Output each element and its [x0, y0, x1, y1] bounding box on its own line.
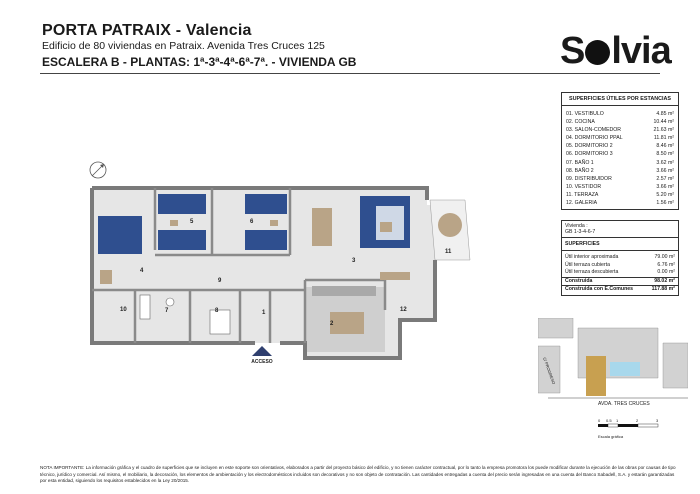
surface-room-name: 04. DORMITORIO PPAL — [566, 135, 623, 142]
vivienda-row-value: 0.00 m² — [657, 269, 675, 275]
vivienda-row-name: Construida con E.Comunes — [565, 286, 634, 292]
page-subtitle: Edificio de 80 viviendas en Patraix. Avenida Tres Cruces 125 — [42, 40, 325, 52]
vivienda-row-name: Construida — [565, 277, 593, 284]
header-divider — [40, 73, 660, 74]
vivienda-row-value: 6.76 m² — [657, 261, 675, 268]
surface-room-value: 8.50 m² — [656, 151, 674, 158]
solvia-logo — [560, 30, 671, 73]
surface-room-value: 4.85 m² — [656, 111, 674, 117]
scale-tick-label: 0 — [598, 418, 601, 423]
surface-room-name: 05. DORMITORIO 2 — [566, 143, 613, 150]
kitchen-table — [330, 312, 364, 334]
floor-plan — [40, 150, 480, 380]
vivienda-label: Vivienda : — [565, 222, 588, 229]
surface-room-name: 08. BAÑO 2 — [566, 167, 594, 174]
room-number-label: 5 — [190, 219, 194, 225]
room-number-label: 11 — [445, 249, 452, 255]
surface-room-name: 06. DORMITORIO 3 — [566, 151, 613, 158]
street-label: AVDA. TRES CRUCES — [598, 401, 650, 407]
vivienda-row — [562, 277, 678, 286]
surface-room-value: 11.81 m² — [653, 135, 674, 142]
vivienda-code: GB 1-3-4-6-7 — [565, 229, 596, 235]
vivienda-rows — [562, 251, 678, 295]
bathtub-icon — [140, 295, 150, 319]
surface-room-name: 02. COCINA — [566, 119, 595, 126]
surfaces-rows — [562, 106, 678, 209]
room-number-label: 1 — [262, 310, 266, 316]
surface-row — [566, 134, 674, 142]
logo-text-start: S — [560, 30, 585, 72]
surface-room-name: 12. GALERIA — [566, 200, 598, 207]
scale-tick-label: 0.5 — [606, 418, 612, 423]
vivienda-row-value: 117.88 m² — [651, 286, 675, 292]
vivienda-row-name: Útil interior aproximada — [565, 254, 619, 260]
surface-room-name: 10. VESTIDOR — [566, 183, 602, 190]
toilet-icon — [166, 298, 174, 306]
room-number-label: 6 — [250, 219, 254, 225]
vivienda-id — [562, 221, 678, 238]
location-map — [538, 318, 688, 443]
surface-room-value: 21.63 m² — [653, 127, 674, 134]
level-heading: ESCALERA B - PLANTAS: 1ª-3ª-4ª-6ª-7ª. - VIVIENDA GB — [42, 55, 357, 69]
surface-room-name: 09. DISTRIBUIDOR — [566, 175, 612, 182]
surface-room-value: 3.66 m² — [656, 183, 674, 190]
vivienda-row — [562, 285, 678, 294]
surface-row — [566, 159, 674, 167]
room-number-label: 2 — [330, 321, 334, 327]
surface-room-value: 2.57 m² — [656, 175, 674, 182]
surface-room-value: 3.66 m² — [656, 167, 674, 174]
surface-row — [566, 183, 674, 191]
scale-label: Escala gráfica — [598, 434, 624, 439]
vivienda-heading: SUPERFICIES — [562, 238, 678, 251]
surface-row — [566, 126, 674, 134]
kitchen-counter — [312, 286, 376, 296]
surface-room-name: 01. VESTIBULO — [566, 111, 604, 117]
logo-text-end: lvia — [611, 30, 671, 72]
terrace-table-icon — [438, 213, 462, 237]
surface-row — [566, 118, 674, 126]
surfaces-table-title: SUPERFICIES ÚTILES POR ESTANCIAS — [562, 93, 678, 106]
surface-room-value: 10.44 m² — [653, 119, 674, 126]
vivienda-row — [562, 254, 678, 262]
surface-room-name: 07. BAÑO 1 — [566, 159, 594, 166]
surface-room-value: 5.20 m² — [656, 191, 674, 198]
side-street-label: C/ PROGRESO — [542, 356, 557, 385]
vivienda-row-name: Útil terraza cubierta — [565, 261, 610, 268]
surface-row — [566, 175, 674, 183]
room-number-label: 12 — [400, 307, 407, 313]
surface-row — [566, 191, 674, 199]
room-number-label: 7 — [165, 308, 169, 314]
building-location — [586, 356, 606, 396]
surface-room-value: 8.46 m² — [656, 143, 674, 150]
room-number-label: 10 — [120, 307, 127, 313]
surface-room-value: 3.62 m² — [656, 159, 674, 166]
surface-room-name: 03. SALON-COMEDOR — [566, 127, 622, 134]
surface-room-value: 1.56 m² — [656, 200, 674, 207]
surface-row — [566, 142, 674, 150]
surface-room-name: 11. TERRAZA — [566, 191, 599, 198]
scale-tick-label: 1 — [616, 418, 619, 423]
vivienda-summary — [561, 220, 679, 296]
vivienda-row-value: 98.02 m² — [654, 277, 675, 284]
north-arrow-icon — [90, 162, 106, 178]
room-number-label: 4 — [140, 268, 144, 274]
pool-area — [610, 362, 640, 376]
vivienda-row — [562, 262, 678, 270]
room-number-label: 8 — [215, 308, 219, 314]
entrance-label: ACCESO — [251, 359, 273, 365]
scale-tick-label: 2 — [636, 418, 639, 423]
logo-dot-icon — [585, 40, 610, 65]
vivienda-row — [562, 269, 678, 277]
shower-icon — [210, 310, 230, 334]
surfaces-table — [561, 92, 679, 210]
scale-bar — [598, 424, 658, 427]
room-number-label: 3 — [352, 258, 356, 264]
surface-row — [566, 110, 674, 118]
legal-note: NOTA IMPORTANTE: La información gráfica y el cuadro de superficies que se incluyen en este soporte son orientativos, elaborados a partir del proyecto básico del edificio, y no tienen carácter contractual, por lo tanto la empresa promotora los puede modificar durante la ejecución de las obras por causas de tipo técnico, jurídico y comercial. Así mismo, el mobiliario, la decoración, los elementos de ambientación y los electrodomésticos incluidos son decorativos y no son objeto de contratación. Las cantidades entregadas a cuenta del precio serán ingresadas en una cuenta del Banco Sabadell, S.A. y estarán garantizadas por esta entidad, siguiendo los requisitos establecidos en la Ley 20/2015. — [40, 465, 676, 483]
surface-row — [566, 167, 674, 175]
entrance-arrow-icon — [252, 346, 272, 356]
surface-row — [566, 150, 674, 158]
vivienda-row-value: 79.00 m² — [654, 254, 675, 260]
page-title: PORTA PATRAIX - Valencia — [42, 22, 252, 39]
vivienda-row-name: Útil terraza descubierta — [565, 269, 619, 275]
room-number-label: 9 — [218, 278, 222, 284]
surface-row — [566, 199, 674, 207]
scale-tick-label: 3 — [656, 418, 659, 423]
